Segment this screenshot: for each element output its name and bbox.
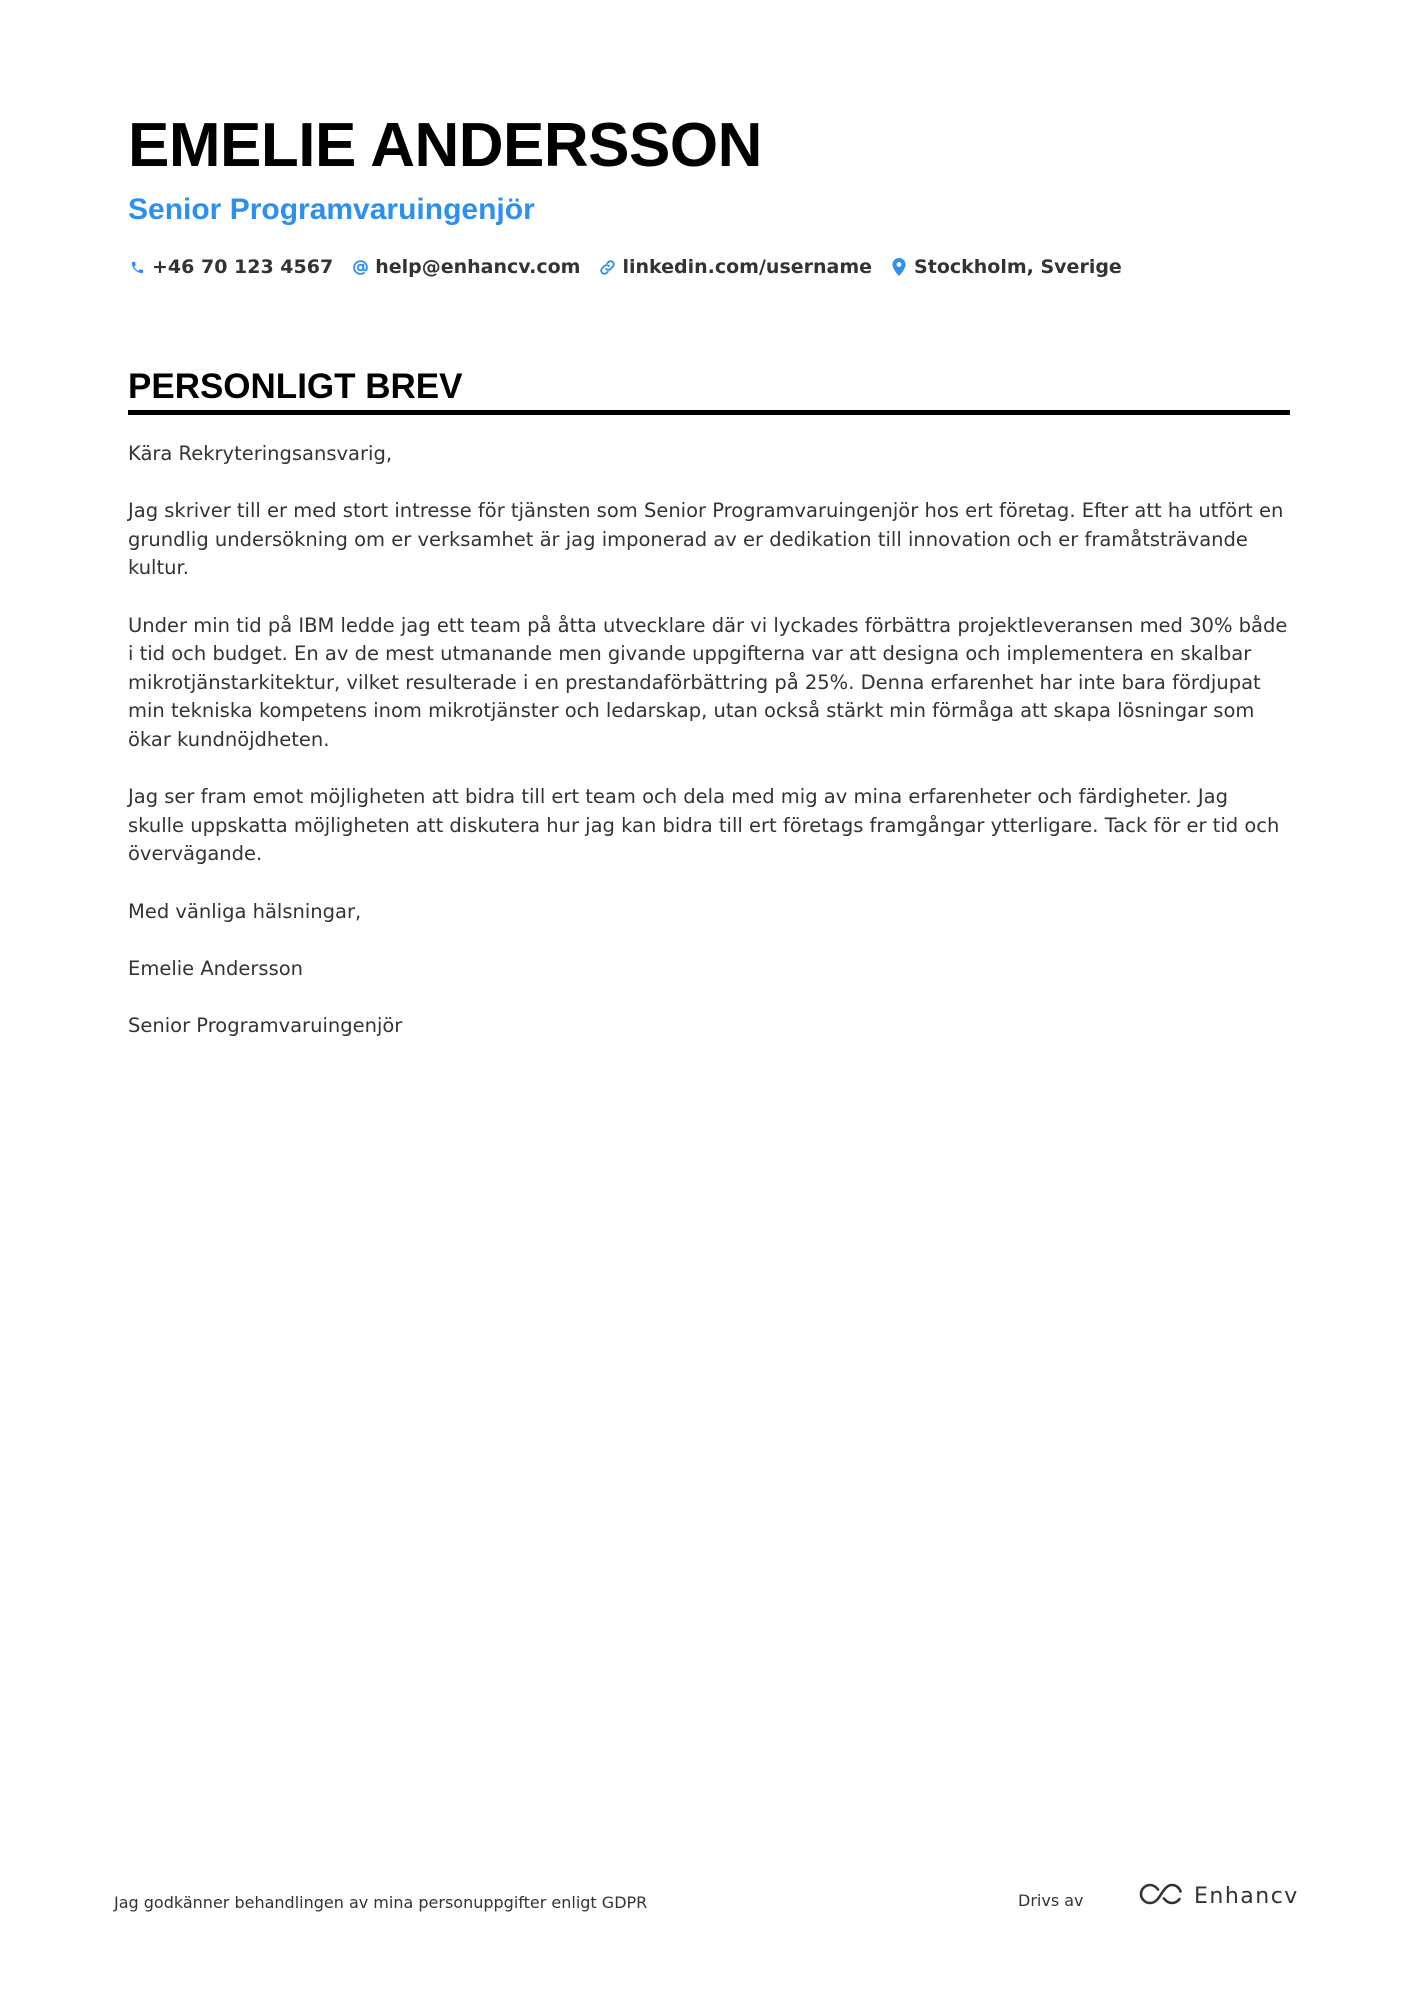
letter-body	[128, 440, 1290, 1069]
contact-phone-text: +46 70 123 4567	[152, 256, 334, 278]
letter-paragraph: Jag skriver till er med stort intresse för tjänsten som Senior Programvaruingenjör hos ert företag. Efter att ha utfört en grundlig undersökning om er verksamhet är jag imponerad av er dedikation till innovation och er framåtsträvande kultur.	[128, 499, 1284, 580]
letter-paragraph: Jag ser fram emot möjligheten att bidra till ert team och dela med mig av mina erfarenheter och färdigheter. Jag skulle uppskatta möjligheten att diskutera hur jag kan bidra till ert företags framgångar ytterligare. Tack för er tid och övervägande.	[128, 785, 1280, 866]
contact-location-text: Stockholm, Sverige	[914, 256, 1122, 278]
phone-icon	[128, 257, 146, 277]
gdpr-consent: Jag godkänner behandlingen av mina personuppgifter enligt GDPR	[114, 1893, 648, 1912]
candidate-name: EMELIE ANDERSSON	[128, 111, 762, 180]
contact-location	[890, 256, 1122, 278]
contact-linkedin	[598, 256, 872, 278]
enhancv-brand[interactable]	[1138, 1882, 1299, 1910]
link-icon	[598, 257, 616, 277]
brand-name: Enhancv	[1194, 1883, 1299, 1909]
powered-by-label: Drivs av	[1018, 1891, 1084, 1910]
job-title: Senior Programvaruingenjör	[128, 193, 535, 226]
signature-name: Emelie Andersson	[128, 956, 304, 980]
letter-paragraph: Under min tid på IBM ledde jag ett team på åtta utvecklare där vi lyckades förbättra projektleveransen med 30% både i tid och budget. En av de mest utmanande men givande uppgifterna var att designa och implementera en skalbar mikrotjänstarkitektur, vilket resulterade i en prestandaförbättring på 25%. Denna erfarenhet har inte bara fördjupat min tekniska kompetens inom mikrotjänster och ledarskap, utan också stärkt min förmåga att skapa lösningar som ökar kundnöjdheten.	[128, 613, 1288, 751]
location-pin-icon	[890, 257, 908, 277]
contact-bar	[128, 252, 1122, 282]
letter-closing: Med vänliga hälsningar,	[128, 899, 362, 923]
letter-greeting: Kära Rekryteringsansvarig,	[128, 442, 393, 465]
section-divider	[128, 410, 1290, 415]
at-icon	[351, 257, 369, 277]
signature-title: Senior Programvaruingenjör	[128, 1013, 403, 1037]
section-heading: PERSONLIGT BREV	[128, 367, 463, 406]
enhancv-logo-icon	[1138, 1882, 1184, 1910]
contact-linkedin-text: linkedin.com/username	[622, 256, 873, 278]
contact-email	[351, 256, 580, 278]
contact-phone	[128, 256, 333, 278]
contact-email-text: help@enhancv.com	[375, 256, 581, 278]
